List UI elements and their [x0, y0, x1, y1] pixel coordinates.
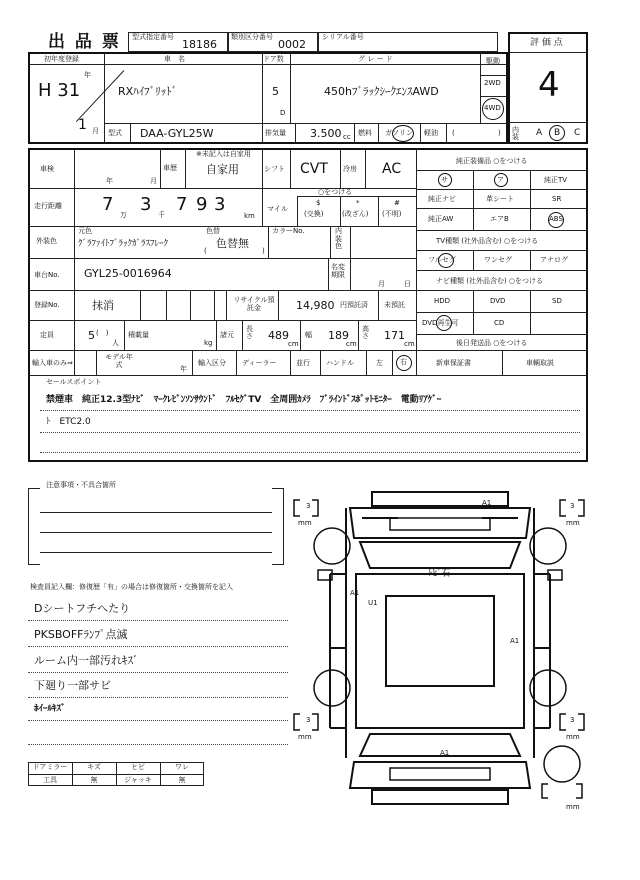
- orig-color-label: 元色: [78, 227, 92, 235]
- tire-rear-right-depth: 3: [570, 716, 575, 724]
- tire-rear-left-depth: 3: [306, 716, 311, 724]
- length-label: 長さ: [246, 325, 253, 340]
- grade: 450hﾌﾞﾗｯｸｼｰｸｴﾝｽAWD: [324, 85, 439, 98]
- drive-2wd: 2WD: [484, 79, 501, 87]
- later-title: 後日発送品 ○をつける: [456, 339, 528, 347]
- displacement-unit: cc: [343, 133, 351, 141]
- fuel-label: 燃料: [358, 129, 372, 137]
- color-label: 外装色: [36, 237, 57, 245]
- ac: AC: [382, 161, 402, 177]
- mileage-label: 走行距離: [34, 202, 62, 210]
- note-item-2: PKSBOFFﾗﾝﾌﾟ点滅: [34, 628, 128, 641]
- history-note: ※未記入は自家用: [196, 150, 251, 158]
- not-deposited: 未預託: [384, 301, 405, 309]
- tv-title: TV種類 (社外品含む) ○をつける: [436, 237, 539, 245]
- inspection-month: 月: [150, 177, 157, 185]
- sales-points-line-1: 禁煙車 純正12.3型ﾅﾋﾞ ﾏｰｸﾚﾋﾞﾝｿﾝｻｳﾝﾄﾞ ﾌﾙｾｸﾞTV 全周囲ｶﾒﾗ ﾌﾞﾗｲﾝﾄﾞｽﾎﾟｯﾄﾓﾆﾀｰ 電動ﾘｱｹﾞｰ: [46, 395, 442, 405]
- capacity: 5: [88, 329, 95, 342]
- reg-number: 抹消: [92, 299, 114, 312]
- doors-label: ドア数: [263, 55, 284, 63]
- equip-item-5: 革シート: [486, 195, 514, 203]
- mile-label: マイル: [267, 205, 288, 213]
- unknown-sub: (不明): [382, 210, 402, 218]
- mileage-man: 万: [120, 211, 127, 219]
- mileage-digit-1: 7: [102, 194, 114, 215]
- displacement: 3.500: [310, 127, 342, 140]
- fuel-light-oil: 軽油: [424, 129, 438, 137]
- mileage-digit-5: 3: [214, 194, 226, 215]
- first-reg-era: H 31: [38, 80, 81, 101]
- dealer: ディーラー: [242, 359, 277, 367]
- altered-mark: *: [356, 199, 360, 207]
- car-diagram: [290, 478, 590, 818]
- reg-label: 登録No.: [34, 301, 60, 309]
- katashiki-label: 型式指定番号: [132, 33, 174, 41]
- interior-color-label: 内装色: [335, 227, 342, 251]
- equip-item-3: 純正TV: [544, 176, 568, 184]
- tire-spare-mm: mm: [566, 803, 580, 811]
- history: 自家用: [206, 163, 239, 176]
- altered-sub: (改ざん): [342, 210, 369, 218]
- handle-left: 左: [376, 359, 383, 367]
- notes-title: 注意事項・不具合箇所: [46, 481, 116, 489]
- color-change-label: 色替: [206, 227, 220, 235]
- import-label: 輸入車のみ⇒: [32, 359, 73, 367]
- equip-item-6: SR: [552, 195, 562, 203]
- tire-rear-left-mm: mm: [298, 733, 312, 741]
- first-reg-year-unit: 年: [84, 71, 91, 79]
- serial-label: シリアル番号: [322, 33, 364, 41]
- car-name-label: 車 名: [164, 55, 185, 63]
- name-change-label: 名変期限: [331, 263, 345, 280]
- load-label: 積載量: [128, 331, 149, 339]
- history-label: 車歴: [163, 164, 177, 172]
- height: 171: [384, 329, 405, 342]
- car-name: RXﾊｲﾌﾞﾘｯﾄﾞ: [118, 85, 178, 98]
- diagram-u1: U1: [368, 599, 378, 607]
- length-cm: cm: [288, 340, 299, 348]
- equip-item-4: 純正ナビ: [428, 195, 456, 203]
- model-year-unit: 年: [180, 365, 187, 373]
- ruibetsu-number: 0002: [278, 38, 306, 51]
- tv-item-1: フルセグ: [428, 256, 456, 264]
- first-reg-month-unit: 月: [92, 127, 99, 135]
- handle-right: 右: [400, 358, 407, 366]
- navi-title: ナビ種類 (社外品含む) ○をつける: [436, 277, 544, 285]
- shift-label: シフト: [264, 165, 285, 173]
- navi-item-1: HDD: [434, 297, 451, 305]
- sheet-title: 出 品 票: [48, 32, 121, 52]
- swap-sub: (交換): [304, 210, 324, 218]
- shift: CVT: [300, 161, 328, 177]
- inspection-label: 車検: [40, 165, 54, 173]
- equip-item-1: サ: [441, 176, 448, 184]
- mileage-km: km: [244, 212, 255, 220]
- navi-item-2: DVD: [490, 297, 506, 305]
- inspector-label: 検査員記入欄：修復歴「有」の場合は修復箇所・交換箇所を記入: [30, 583, 233, 591]
- color-code-label: カラーNo.: [272, 227, 305, 235]
- capacity-label: 定員: [40, 331, 54, 339]
- handle-label: ハンドル: [326, 359, 354, 367]
- height-cm: cm: [404, 340, 415, 348]
- navi-item-3: SD: [552, 297, 562, 305]
- recycle-label: リサイクル預託金: [233, 296, 275, 313]
- interior-label: 内装: [512, 126, 519, 141]
- score-value: 4: [538, 65, 560, 105]
- mileage-digit-2: 3: [140, 194, 152, 215]
- sales-points-line-2: ﾄ ETC2.0: [46, 417, 91, 427]
- first-reg-month: 1: [78, 117, 87, 133]
- width-cm: cm: [346, 340, 357, 348]
- width-label: 幅: [305, 331, 312, 339]
- grade-label: グ レ ー ド: [358, 55, 393, 63]
- legend-header-2: キズ: [87, 763, 101, 771]
- legend-value-3: ジャッキ: [124, 776, 152, 784]
- height-label: 高さ: [362, 325, 369, 340]
- first-reg-label: 初年度登録: [44, 55, 79, 63]
- interior-c: C: [574, 128, 581, 138]
- exterior-color: ｸﾞﾗﾌｧｲﾄﾌﾞﾗｯｸｶﾞﾗｽﾌﾚｰｸ: [78, 239, 169, 249]
- tv-item-2: ワンセグ: [484, 256, 512, 264]
- katashiki-number: 18186: [182, 38, 217, 51]
- mileage-sen: 千: [158, 211, 165, 219]
- swap-mark: $: [316, 199, 321, 207]
- diagram-a1-bottom: A1: [440, 749, 450, 757]
- equip-item-9: ABS: [549, 215, 563, 223]
- equipment-title: 純正装備品 ○をつける: [456, 157, 528, 165]
- tire-rear-right-mm: mm: [566, 733, 580, 741]
- navi-item-5: CD: [494, 319, 505, 327]
- later-item-2: 車輌取説: [526, 359, 554, 367]
- capacity-unit: 人: [112, 339, 119, 347]
- ruibetsu-label: 類別区分番号: [231, 33, 273, 41]
- door-type: D: [280, 109, 286, 117]
- note-item-1: Dシートフチへたり: [34, 602, 131, 615]
- color-change: 色替無: [216, 237, 249, 250]
- mileage-digit-4: 9: [196, 194, 208, 215]
- width: 189: [328, 329, 349, 342]
- diagram-a1-top: A1: [482, 499, 492, 507]
- sales-points-label: セールスポイント: [46, 378, 102, 386]
- diagram-a1-left: A1: [350, 589, 360, 597]
- unknown-mark: #: [394, 199, 400, 207]
- legend-header-1: ドアミラー: [32, 763, 68, 771]
- legend-header-4: ワレ: [175, 763, 189, 771]
- parallel: 並行: [296, 359, 310, 367]
- model: DAA-GYL25W: [140, 127, 214, 140]
- equip-item-8: エアB: [490, 215, 509, 223]
- note-item-4: 下廻り一部サビ: [34, 679, 111, 692]
- ac-label: 冷房: [343, 165, 357, 173]
- interior-b: B: [554, 128, 561, 138]
- chassis-label: 車台No.: [34, 271, 60, 279]
- size-label: 諸元: [220, 331, 234, 339]
- recycle-unit: 円預託済: [340, 301, 368, 309]
- note-item-3: ルーム内一部汚れｷｽﾞ: [34, 654, 139, 667]
- tire-front-left-depth: 3: [306, 502, 311, 510]
- recycle-fee: 14,980: [296, 299, 335, 312]
- model-label: 型式: [108, 129, 122, 137]
- tire-front-right-mm: mm: [566, 519, 580, 527]
- diagram-a1-right: A1: [510, 637, 520, 645]
- equip-item-7: 純正AW: [428, 215, 454, 223]
- legend-value-1: 工具: [43, 776, 57, 784]
- chassis-number: GYL25-0016964: [84, 267, 172, 280]
- navi-item-4: DVD再生可: [422, 319, 459, 327]
- mark-note: ○をつける: [318, 188, 353, 196]
- doors: 5: [272, 85, 279, 98]
- name-change-month: 月: [378, 280, 385, 288]
- tv-item-3: アナログ: [540, 256, 568, 264]
- diagram-stone-chip: ﾄﾋﾞ石: [428, 569, 451, 579]
- inspection-year: 年: [106, 177, 113, 185]
- note-item-5: ﾎｲｰﾙｷｽﾞ: [34, 704, 66, 714]
- legend-value-4: 無: [178, 776, 186, 784]
- model-year-label: モデル年式: [105, 353, 133, 369]
- interior-a: A: [536, 128, 543, 138]
- tire-front-left-mm: mm: [298, 519, 312, 527]
- legend-header-3: ヒビ: [131, 763, 145, 771]
- score-label: 評 価 点: [530, 38, 563, 48]
- drive-4wd: 4WD: [484, 104, 501, 112]
- name-change-day: 日: [404, 280, 411, 288]
- mileage-digit-3: 7: [176, 194, 188, 215]
- import-category-label: 輸入区分: [198, 359, 226, 367]
- length: 489: [268, 329, 289, 342]
- equip-item-2: ア: [497, 176, 504, 184]
- displacement-label: 排気量: [265, 129, 286, 137]
- later-item-1: 新車保証書: [436, 359, 471, 367]
- load-kg: kg: [204, 339, 213, 347]
- legend-value-2: 無: [90, 776, 98, 784]
- drive-label: 駆動: [486, 57, 500, 65]
- tire-front-right-depth: 3: [570, 502, 575, 510]
- fuel-gasoline: ガソリン: [385, 129, 413, 137]
